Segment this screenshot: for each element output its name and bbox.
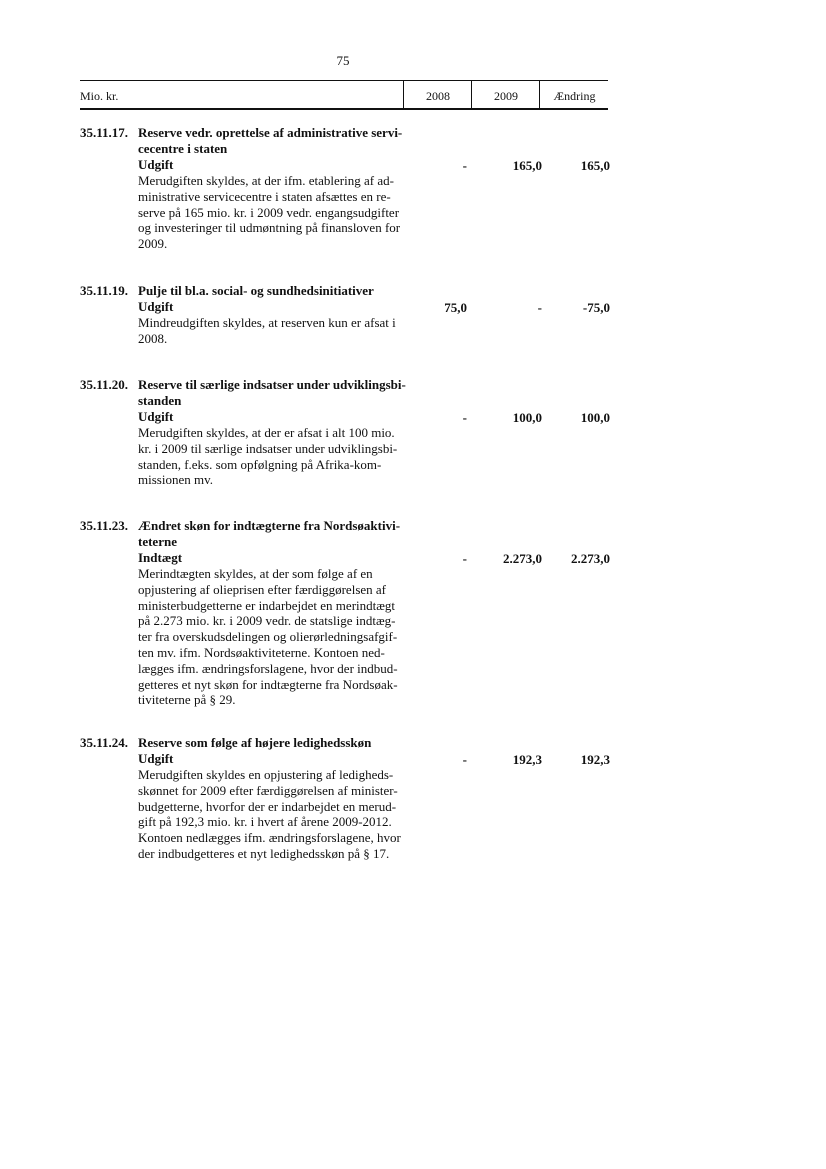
description-line: 2008. <box>138 330 168 346</box>
entry-description <box>138 566 410 708</box>
entry-title <box>138 125 420 157</box>
title-line: Reserve til særlige indsatser under udviklingsbi- <box>138 377 406 392</box>
description-line: serve på 165 mio. kr. i 2009 vedr. engangsudgifter <box>138 204 400 220</box>
leader-dots <box>138 762 408 764</box>
value-2009: 100,0 <box>512 410 542 425</box>
description-line: tiviteterne på § 29. <box>138 692 236 708</box>
title-line: teterne <box>138 533 177 549</box>
leader-dots <box>138 168 408 170</box>
description-line: ministerbudgetterne er indarbejdet en merindtægt <box>138 597 396 613</box>
title-line: Reserve som følge af højere ledighedsskøn <box>138 735 372 750</box>
value-2009: 2.273,0 <box>503 551 542 566</box>
entry-title <box>138 377 420 409</box>
page-number: 75 <box>336 53 350 68</box>
description-line: Merudgiften skyldes en opjustering af ledigheds- <box>138 767 394 782</box>
account-number: 35.11.19. <box>80 283 129 298</box>
value-change: 2.273,0 <box>571 551 610 566</box>
value-2008: 75,0 <box>444 300 467 315</box>
unit-label: Mio. kr. <box>80 89 119 103</box>
description-line: 2009. <box>138 236 168 252</box>
value-2008: - <box>462 752 467 767</box>
description-line: der indbudgetteres et nyt ledighedsskøn på § 17. <box>138 845 390 861</box>
type-label: Udgift <box>138 157 174 172</box>
description-line: standen, f.eks. som opfølgning på Afrika-kom- <box>138 456 382 472</box>
table-header <box>80 80 608 110</box>
value-2008: - <box>462 410 467 425</box>
column-header-change: Ændring <box>539 81 609 108</box>
description-line: skønnet for 2009 efter færdiggørelsen af minister- <box>138 782 398 798</box>
description-line: og investeringer til udmøntning på finansloven for <box>138 220 401 236</box>
account-number: 35.11.17. <box>80 125 129 140</box>
type-label-row <box>138 157 408 173</box>
title-line: Reserve vedr. oprettelse af administrative servi- <box>138 125 403 140</box>
title-line: Pulje til bl.a. social- og sundhedsinitiativer <box>138 283 374 298</box>
type-label-row <box>138 299 408 315</box>
column-header-2008: 2008 <box>403 81 472 108</box>
entry-description <box>138 173 410 252</box>
description-line: på 2.273 mio. kr. i 2009 vedr. de statslige indtæg- <box>138 613 396 629</box>
value-change: 165,0 <box>580 158 610 173</box>
type-label-row <box>138 550 408 566</box>
account-number: 35.11.20. <box>80 377 129 392</box>
type-label-row <box>138 751 408 767</box>
column-header-2009: 2009 <box>471 81 540 108</box>
entry-description <box>138 767 410 862</box>
leader-dots <box>138 310 408 312</box>
entry-title <box>138 735 420 751</box>
type-label: Udgift <box>138 409 174 424</box>
account-number: 35.11.23. <box>80 518 129 533</box>
description-line: Mindreudgiften skyldes, at reserven kun er afsat i <box>138 315 396 330</box>
type-label: Indtægt <box>138 550 183 565</box>
description-line: ministrative servicecentre i staten afsættes en re- <box>138 188 391 204</box>
title-line: standen <box>138 392 182 408</box>
title-line: cecentre i staten <box>138 140 228 156</box>
description-line: lægges ifm. ændringsforslagene, hvor der indbud- <box>138 660 398 676</box>
description-line: Merudgiften skyldes, at der er afsat i alt 100 mio. <box>138 425 395 440</box>
leader-dots <box>138 420 408 422</box>
value-change: 192,3 <box>580 752 610 767</box>
value-2008: - <box>462 551 467 566</box>
type-label: Udgift <box>138 751 174 766</box>
description-line: Merindtægten skyldes, at der som følge af en <box>138 566 373 581</box>
description-line: Kontoen nedlægges ifm. ændringsforslagene, hvor <box>138 830 401 846</box>
title-line: Ændret skøn for indtægterne fra Nordsøaktivi- <box>138 518 401 533</box>
value-change: -75,0 <box>582 300 610 315</box>
entry-title <box>138 283 420 299</box>
description-line: opjustering af olieprisen efter færdiggørelsen af <box>138 581 386 597</box>
entry-description <box>138 315 410 347</box>
type-label-row <box>138 409 408 425</box>
description-line: kr. i 2009 til særlige indsatser under udviklingsbi- <box>138 440 398 456</box>
value-2009: - <box>537 300 542 315</box>
value-2008: - <box>462 158 467 173</box>
type-label: Udgift <box>138 299 174 314</box>
description-line: budgetterne, hvorfor der er indarbejdet en merud- <box>138 798 397 814</box>
description-line: ter fra overskudsdelingen og olierørledningsafgif- <box>138 629 398 645</box>
entry-title <box>138 518 420 550</box>
value-change: 100,0 <box>580 410 610 425</box>
value-2009: 192,3 <box>512 752 542 767</box>
entry-description <box>138 425 410 488</box>
description-line: gift på 192,3 mio. kr. i hvert af årene 2009-2012. <box>138 814 392 830</box>
value-2009: 165,0 <box>512 158 542 173</box>
description-line: ten mv. ifm. Nordsøaktiviteterne. Kontoen ned- <box>138 644 385 660</box>
description-line: getteres et nyt skøn for indtægterne fra Nordsøak- <box>138 676 398 692</box>
description-line: missionen mv. <box>138 472 213 488</box>
account-number: 35.11.24. <box>80 735 129 750</box>
description-line: Merudgiften skyldes, at der ifm. etablering af ad- <box>138 173 394 188</box>
